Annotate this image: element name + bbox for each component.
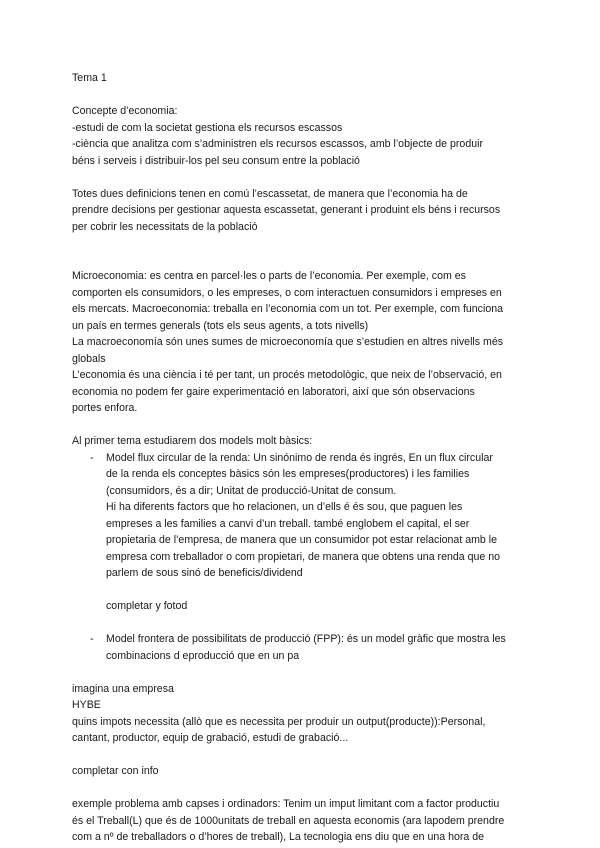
list-item-line: propietaria de l’empresa, de manera que un consumidor pot estar relacionat amb le (106, 534, 498, 546)
paragraph-line: imagina una empresa (72, 682, 174, 695)
spacer (72, 87, 534, 104)
definition-line: -ciència que analitza com s’administren els recursos escassos, amb l’objecte de produir (72, 138, 483, 150)
paragraph-line: els mercats. Macroeconomia: treballa en l’economia com un tot. Per exemple, com funciona (72, 303, 504, 315)
spacer (72, 169, 534, 186)
list-item-line: de la renda els conceptes bàsics són les empreses(productores) i les families (106, 468, 470, 480)
paragraph-line: globals (72, 352, 106, 365)
list-item-note: completar y fotod (106, 600, 188, 612)
paragraph-line: La macroeconomía són unes sumes de microeconomía que s’estudien en altres nivells més (72, 336, 504, 348)
list-item-line: empreses a les families a canvi d’un treball. també englobem el capital, el ser (106, 517, 470, 530)
paragraph-line: portes enfora. (72, 402, 138, 414)
spacer (72, 417, 534, 434)
paragraph-line: cantant, productor, equip de grabació, estudi de grabació... (72, 732, 349, 744)
page-title: Tema 1 (72, 72, 107, 84)
paragraph-line: completar con info (72, 765, 159, 777)
list-item-line: empresa com treballador o com propietari, de manera que obtens una renda que no (106, 550, 500, 563)
spacer (72, 747, 534, 764)
paragraph-line: comporten els consumidors, o les empreses, o com interactuen consumidors i empreses en (72, 286, 502, 299)
list-item-model-fpp (72, 631, 534, 664)
paragraph-line: quins impots necessita (allò que es necessita per produir un output(producte)):Personal, (72, 715, 486, 728)
list-item-line: Model frontera de possibilitats de producció (FPP): és un model gràfic que mostra les (106, 633, 506, 645)
paragraph-line: és el Treball(L) que és de 1000unitats de treball en aquesta economis (ara lapodem prendre (72, 814, 505, 827)
list-item-line: Hi ha diferents factors que ho relacionen, un d’ells é és sou, que paguen les (106, 501, 463, 513)
list-item-line: Model flux circular de la renda: Un sinónimo de renda és ingrés, En un flux circular (106, 451, 493, 464)
list-dash: - (90, 451, 94, 464)
paragraph-line: prendre decisions per gestionar aquesta escassetat, generant i produint els béns i recursos (72, 204, 501, 216)
paragraph-line: un país en termes generals (tots els seus agents, a tots nivells) (72, 319, 369, 332)
definition-line: -estudi de com la societat gestiona els recursos escassos (72, 121, 343, 134)
list-item-model-flux (72, 450, 534, 615)
paragraph-line: com a nº de treballadors o d’hores de treball), La tecnologia ens diu que en una hora de (72, 831, 485, 843)
spacer (72, 235, 534, 268)
document-body (72, 70, 534, 846)
list-item-line: combinacions d eproducció que en un pa (106, 649, 300, 662)
paragraph-line: Microeconomia: es centra en parcel·les o parts de l’economia. Per exemple, com es (72, 270, 466, 282)
definition-line: béns i serveis i distribuir-los pel seu consum entre la població (72, 154, 360, 167)
spacer (106, 582, 534, 599)
paragraph-line: L’economia és una ciència i té per tant, un procés metodològic, que neix de l’observació, en (72, 369, 502, 381)
list-dash: - (90, 633, 94, 645)
paragraph-line: economia no podem fer gaire experimentació en laboratori, així que són observacions (72, 385, 475, 398)
list-item-line: (consumidors, és a dir; Unitat de producció-Unitat de consum. (106, 484, 397, 497)
paragraph-line: Totes dues definicions tenen en comú l’escassetat, de manera que l’economia ha de (72, 187, 468, 200)
models-intro: Al primer tema estudiarem dos models molt bàsics: (72, 435, 313, 447)
concepte-heading: Concepte d’economia: (72, 105, 178, 117)
spacer (72, 615, 534, 632)
spacer (72, 664, 534, 681)
spacer (72, 780, 534, 797)
paragraph-line: exemple problema amb capses i ordinadors: Tenim un imput limitant com a factor productiu (72, 798, 500, 810)
paragraph-line: per cobrir les necessitats de la població (72, 220, 258, 233)
paragraph-line: HYBE (72, 699, 101, 711)
list-item-line: parlem de sous sinó de beneficis/dividend (106, 567, 303, 579)
